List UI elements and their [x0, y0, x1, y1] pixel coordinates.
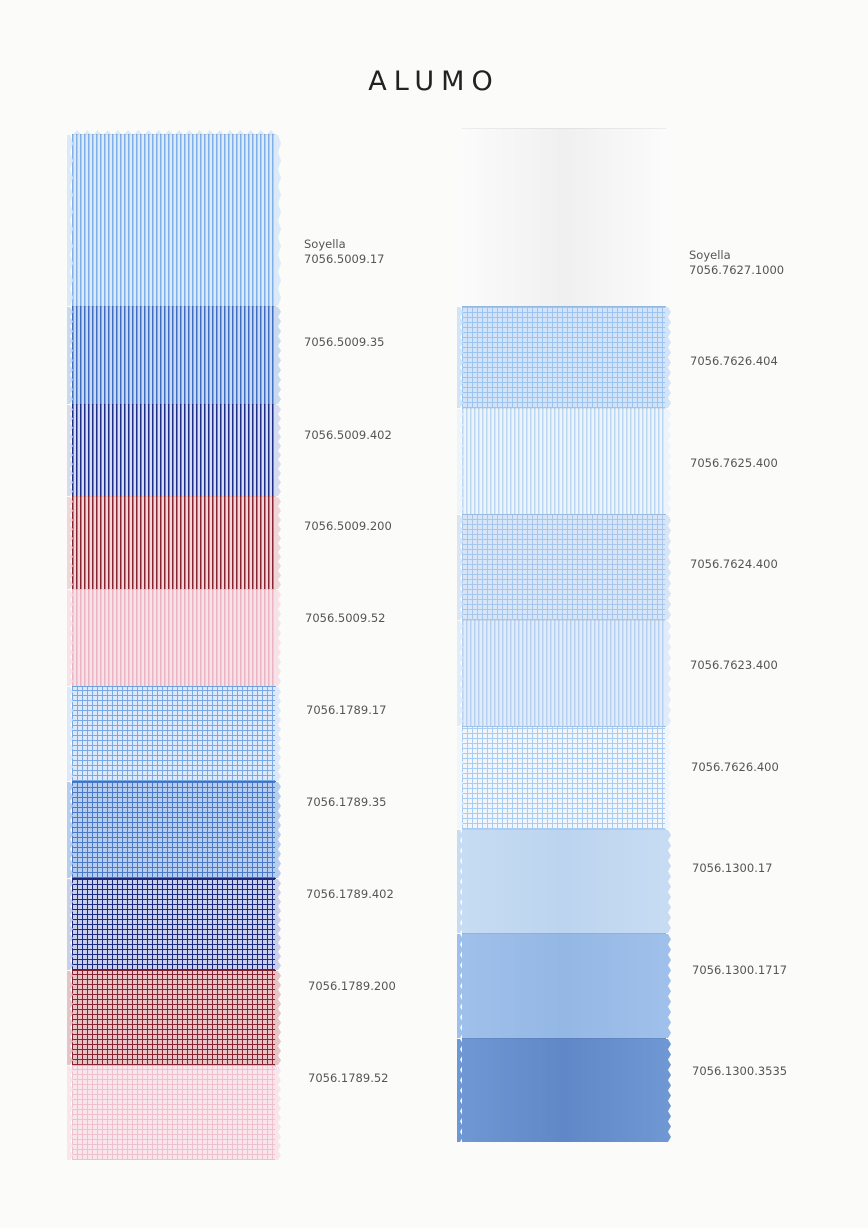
fabric-swatch [72, 496, 276, 589]
fabric-swatch [72, 589, 276, 686]
swatch-label [692, 1064, 787, 1079]
article-code: 7056.5009.52 [305, 611, 386, 625]
article-code: 7056.1789.35 [306, 795, 387, 809]
pinked-edge [67, 1066, 73, 1160]
swatch-label [305, 611, 385, 626]
pinked-edge [67, 135, 73, 306]
pinked-edge [275, 1066, 281, 1160]
article-code: 7056.5009.200 [304, 519, 392, 533]
pinked-edge [457, 621, 463, 726]
pinked-edge [275, 782, 281, 878]
fabric-swatch [72, 878, 276, 970]
fabric-swatch [462, 514, 666, 620]
article-code: 7056.5009.35 [304, 335, 385, 349]
swatch-label [306, 795, 386, 810]
swatch-label [306, 887, 394, 902]
pinked-edge [275, 307, 281, 404]
pinked-edge [457, 307, 463, 408]
fabric-swatch [72, 1065, 276, 1160]
swatch-label [691, 760, 779, 775]
article-code: 7056.1789.52 [308, 1071, 389, 1085]
article-code: 7056.1300.3535 [692, 1064, 788, 1078]
pinked-edge [275, 590, 281, 686]
swatch-label [304, 428, 392, 443]
article-code: 7056.7626.404 [690, 354, 778, 368]
pinked-edge [67, 497, 73, 589]
fabric-swatch [462, 829, 666, 933]
pinked-edge [665, 515, 671, 620]
fabric-swatch [72, 134, 276, 306]
pinked-edge [457, 727, 463, 829]
pinked-edge [665, 830, 671, 933]
pinked-edge [67, 782, 73, 878]
swatch-label [692, 861, 772, 876]
swatch-label [308, 979, 396, 994]
fabric-swatch [462, 620, 666, 726]
fabric-swatch [72, 970, 276, 1065]
swatch-label [690, 557, 778, 572]
pinked-edge [275, 879, 281, 970]
pinked-edge [67, 879, 73, 970]
pinked-edge [457, 1039, 463, 1142]
pinked-edge [665, 1039, 671, 1142]
pinked-edge [665, 129, 671, 306]
article-code: 7056.1789.402 [306, 887, 394, 901]
article-code: 7056.7623.400 [690, 658, 778, 672]
pinked-edge [275, 687, 281, 781]
fabric-swatch [462, 128, 666, 306]
swatch-label [308, 1071, 388, 1086]
pinked-edge [665, 727, 671, 829]
fabric-swatch [72, 404, 276, 496]
swatch-label [689, 248, 784, 278]
pinked-edge [275, 405, 281, 496]
pinked-edge [275, 135, 281, 306]
pinked-edge [67, 405, 73, 496]
article-code: 7056.1789.17 [306, 703, 387, 717]
pinked-edge [665, 934, 671, 1038]
series-name: Soyella [304, 237, 346, 251]
article-code: 7056.5009.17 [304, 252, 385, 266]
swatch-label [304, 519, 392, 534]
swatch-label [690, 354, 778, 369]
pinked-edge [457, 129, 463, 306]
fabric-swatch [462, 408, 666, 514]
pinked-edge [665, 307, 671, 408]
pinked-edge [67, 971, 73, 1065]
pinked-edge [665, 621, 671, 726]
pinked-edge [67, 307, 73, 404]
pinked-edge [457, 830, 463, 933]
fabric-swatch [462, 306, 666, 408]
pinked-edge [67, 590, 73, 686]
fabric-swatch [462, 1038, 666, 1142]
swatch-label [304, 335, 384, 350]
article-code: 7056.5009.402 [304, 428, 392, 442]
article-code: 7056.1789.200 [308, 979, 396, 993]
swatch-label [692, 963, 787, 978]
fabric-swatch [462, 726, 666, 829]
swatch-label [304, 237, 384, 267]
fabric-swatch [72, 686, 276, 781]
series-name: Soyella [689, 248, 731, 262]
pinked-edge [457, 934, 463, 1038]
fabric-swatch [462, 933, 666, 1038]
fabric-swatch [72, 781, 276, 878]
fabric-swatch [72, 306, 276, 404]
article-code: 7056.7626.400 [691, 760, 779, 774]
swatch-label [306, 703, 386, 718]
article-code: 7056.7624.400 [690, 557, 778, 571]
article-code: 7056.7625.400 [690, 456, 778, 470]
pinked-edge [457, 409, 463, 514]
pinked-edge [275, 497, 281, 589]
swatch-label [690, 658, 778, 673]
pinked-edge [665, 409, 671, 514]
pinked-edge [457, 515, 463, 620]
article-code: 7056.1300.17 [692, 861, 773, 875]
swatch-label [690, 456, 778, 471]
pinked-edge [67, 687, 73, 781]
article-code: 7056.7627.1000 [689, 263, 785, 277]
article-code: 7056.1300.1717 [692, 963, 788, 977]
pinked-edge [275, 971, 281, 1065]
brand-title: ALUMO [368, 66, 500, 97]
